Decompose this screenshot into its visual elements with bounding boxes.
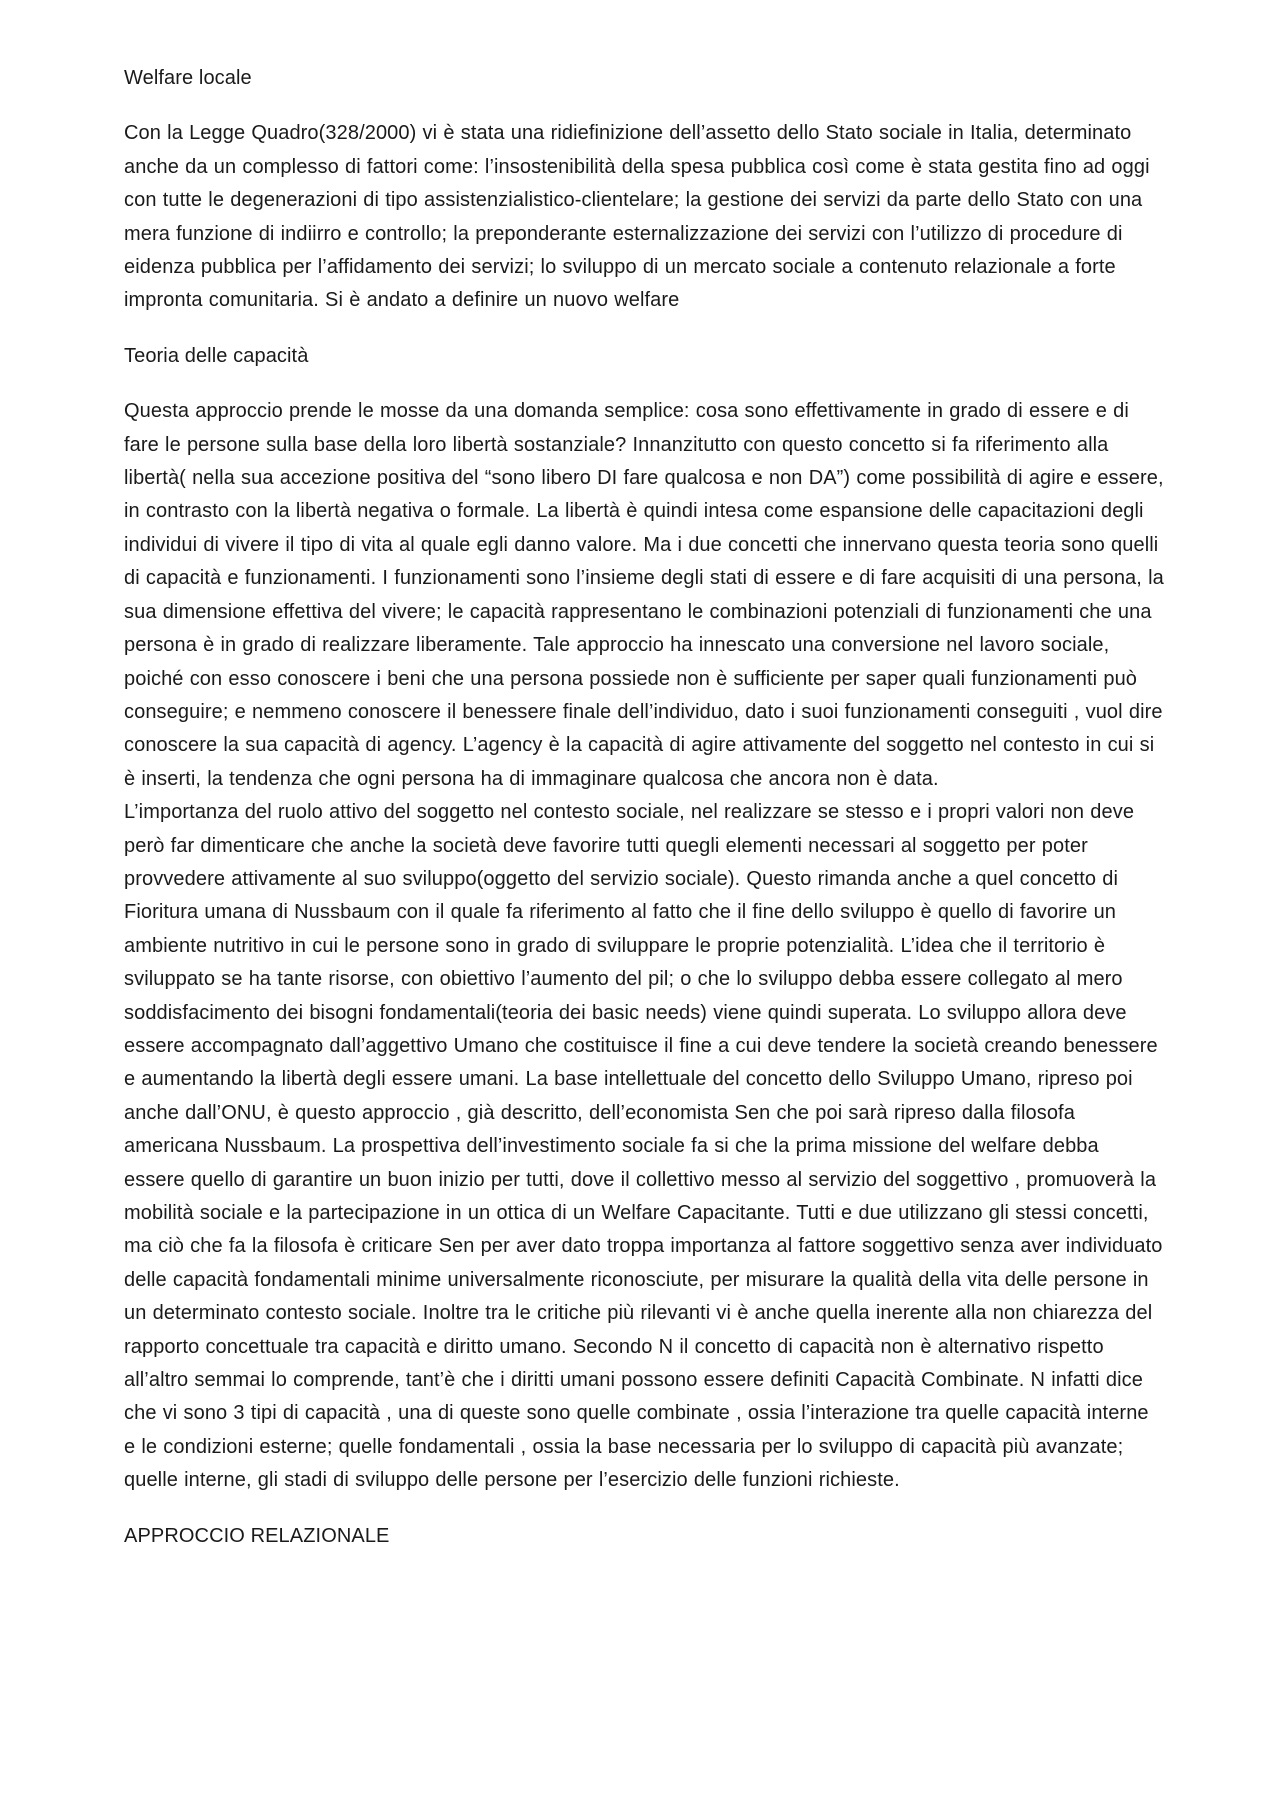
paragraph-teoria-capacita-1: Questa approccio prende le mosse da una domanda semplice: cosa sono effettivamente in grado di essere e di fare le persone sulla base della loro libertà sostanziale? Innanzitutto con questo concetto si fa riferimento alla libertà( nella sua accezione positiva del “sono libero DI fare qualcosa e non DA”) come possibilità di agire e essere, in contrasto con la libertà negativa o formale. La libertà è quindi intesa come espansione delle capacitazioni degli individui di vivere il tipo di vita al quale egli danno valore. Ma i due concetti che innervano questa teoria sono quelli di capacità e funzionamenti. I funzionamenti sono l’insieme degli stati di essere e di fare acquisiti di una persona, la sua dimensione effettiva del vivere; le capacità rappresentano le combinazioni potenziali di funzionamenti che una persona è in grado di realizzare liberamente. Tale approccio ha innescato una conversione nel lavoro sociale, poiché con esso conoscere i beni che una persona possiede non è sufficiente per saper quali funzionamenti può conseguire; e nemmeno conoscere il benessere finale dell’individuo, dato i suoi funzionamenti conseguiti , vuol dire conoscere la sua capacità di agency. L’agency è la capacità di agire attivamente del soggetto nel contesto in cui si è inserti, la tendenza che ogni persona ha di immaginare qualcosa che ancora non è data. — [124, 400, 1164, 790]
document-page — [124, 62, 1164, 1553]
paragraph-welfare-locale: Con la Legge Quadro(328/2000) vi è stata una ridiefinizione dell’assetto dello Stato sociale in Italia, determinato anche da un complesso di fattori come: l’insostenibilità della spesa pubblica così come è stata gestita fino ad oggi con tutte le degenerazioni di tipo assistenzialistico-clientelare; la gestione dei servizi da parte dello Stato con una mera funzione di indiirro e controllo; la preponderante esternalizzazione dei servizi con l’utilizzo di procedure di eidenza pubblica per l’affidamento dei servizi; lo sviluppo di un mercato sociale a contenuto relazionale a forte impronta comunitaria. Si è andato a definire un nuovo welfare — [124, 122, 1150, 312]
section-heading-approccio-relazionale: APPROCCIO RELAZIONALE — [124, 1524, 390, 1547]
section-heading-teoria-capacita: Teoria delle capacità — [124, 344, 309, 367]
section-heading-welfare-locale: Welfare locale — [124, 67, 252, 89]
paragraph-teoria-capacita-2: L’importanza del ruolo attivo del soggetto nel contesto sociale, nel realizzare se stesso e i propri valori non deve però far dimenticare che anche la società deve favorire tutti quegli elementi necessari al soggetto per poter provvedere attivamente al suo sviluppo(oggetto del servizio sociale). Questo rimanda anche a quel concetto di Fioritura umana di Nussbaum con il quale fa riferimento al fatto che il fine dello sviluppo è quello di favorire un ambiente nutritivo in cui le persone sono in grado di sviluppare le proprie potenzialità. L’idea che il territorio è sviluppato se ha tante risorse, con obiettivo l’aumento del pil; o che lo sviluppo debba essere collegato al mero soddisfacimento dei bisogni fondamentali(teoria dei basic needs) viene quindi superata. Lo sviluppo allora deve essere accompagnato dall’aggettivo Umano che costituisce il fine a cui deve tendere la società creando benessere e aumentando la libertà degli essere umani. La base intellettuale del concetto dello Sviluppo Umano, ripreso poi anche dall’ONU, è questo approccio , già descritto, dell’economista Sen che poi sarà ripreso dalla filosofa americana Nussbaum. La prospettiva dell’investimento sociale fa si che la prima missione del welfare debba essere quello di garantire un buon inizio per tutti, dove il collettivo messo al servizio del soggettivo , promuoverà la mobilità sociale e la partecipazione in un ottica di un Welfare Capacitante. Tutti e due utilizzano gli stessi concetti, ma ciò che fa la filosofa è criticare Sen per aver dato troppa importanza al fattore soggettivo senza aver individuato delle capacità fondamentali minime universalmente riconosciute, per misurare la qualità della vita delle persone in un determinato contesto sociale. Inoltre tra le critiche più rilevanti vi è anche quella inerente alla non chiarezza del rapporto concettuale tra capacità e diritto umano. Secondo N il concetto di capacità non è alternativo rispetto all’altro semmai lo comprende, tant’è che i diritti umani possono essere definiti Capacità Combinate. N infatti dice che vi sono 3 tipi di capacità , una di queste sono quelle combinate , ossia l’interazione tra quelle capacità interne e le condizioni esterne; quelle fondamentali , ossia la base necessaria per lo sviluppo di capacità più avanzate; quelle interne, gli stadi di sviluppo delle persone per l’esercizio delle funzioni richieste. — [124, 801, 1163, 1492]
